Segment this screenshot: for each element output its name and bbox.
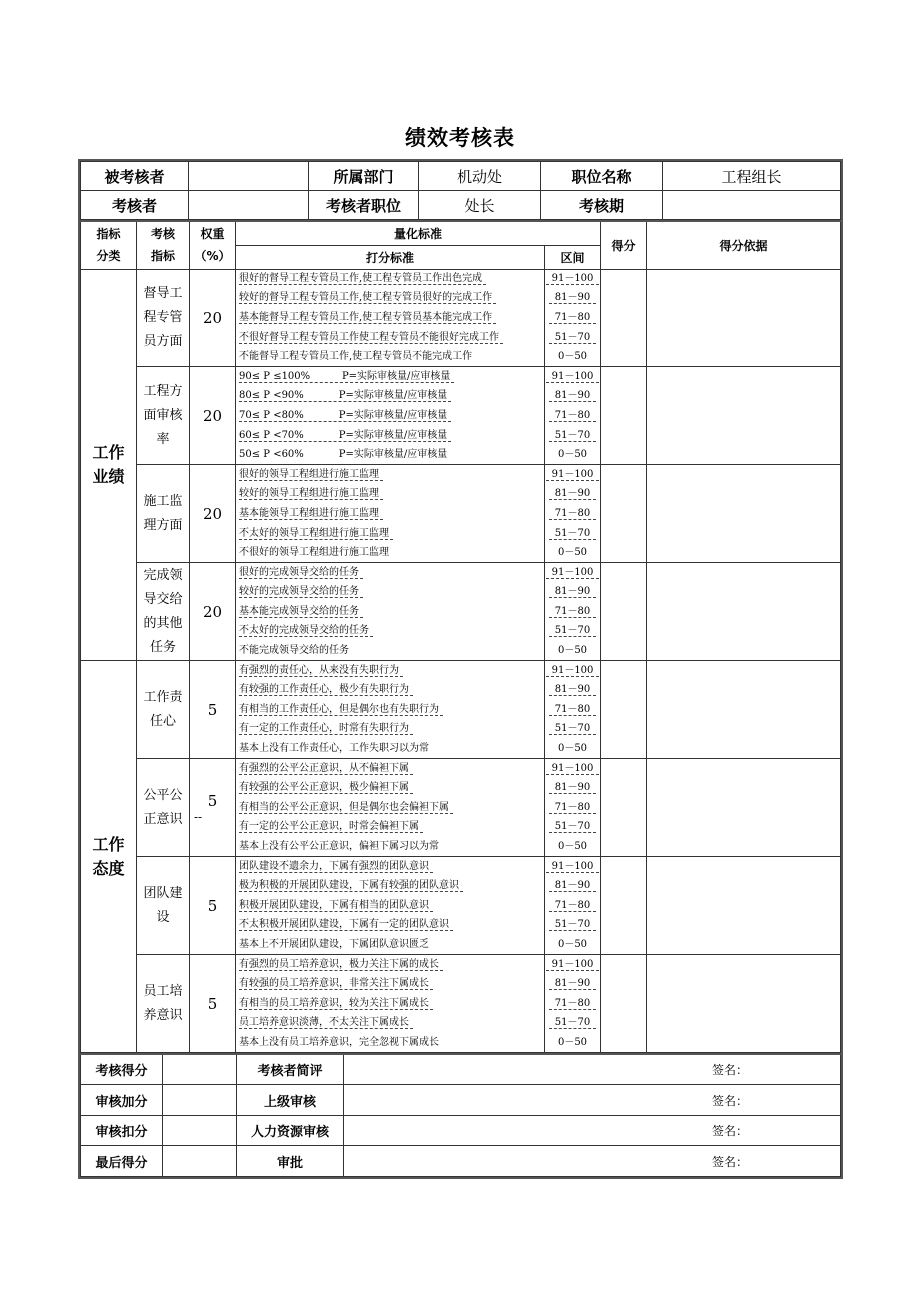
footer-body — [81, 1054, 841, 1176]
indicator-name: 工作责任心 — [137, 661, 190, 759]
signature-field[interactable]: 签名： — [344, 1085, 841, 1116]
score-range-text: 71－80 — [549, 900, 596, 912]
score-range-text: 81－90 — [549, 390, 596, 402]
score-range-text: 51－70 — [549, 919, 596, 931]
scoring-criterion-text: 基本上没有工作责任心，工作失职习以为常 — [239, 742, 429, 754]
score-range — [545, 367, 601, 387]
scoring-criterion-text: 有强烈的公平公正意识，从不偏袒下属 — [239, 763, 413, 775]
scoring-criterion-text: 60≤ P <70% P=实际审核量/应审核量 — [239, 430, 451, 442]
score-range-text: 71－80 — [549, 312, 596, 324]
scoring-criterion-text: 员工培养意识淡薄，不太关注下属成长 — [239, 1017, 413, 1029]
indicator-name: 施工监理方面 — [137, 465, 190, 563]
scoring-criterion-text: 有强烈的责任心，从来没有失职行为 — [239, 665, 403, 677]
score-range — [545, 896, 601, 916]
score-input[interactable] — [601, 563, 647, 661]
footer-left-label: 审核加分 — [81, 1085, 163, 1116]
indicator-weight — [190, 857, 236, 955]
footer-left-label: 最后得分 — [81, 1146, 163, 1177]
scoring-criterion-text: 不太好的完成领导交给的任务 — [239, 625, 373, 637]
weight-value: 20 — [202, 504, 223, 523]
score-input[interactable] — [601, 661, 647, 759]
scoring-criterion — [236, 700, 545, 720]
score-basis-input[interactable] — [647, 759, 841, 857]
score-range-text: 0－50 — [557, 1036, 588, 1048]
criteria-row — [81, 857, 841, 877]
scoring-criterion — [236, 367, 545, 387]
score-range-text: 0－50 — [557, 840, 588, 852]
weight-value: 20 — [202, 406, 223, 425]
scoring-criterion — [236, 818, 545, 838]
score-range — [545, 465, 601, 485]
scoring-criterion-text: 团队建设不遗余力，下属有强烈的团队意识 — [239, 861, 433, 873]
scoring-criterion-text: 有较强的员工培养意识，非常关注下属成长 — [239, 978, 433, 990]
category-label-line1: 工作 — [92, 442, 125, 462]
indicator-name: 完成领导交给的其他任务 — [137, 563, 190, 661]
scoring-criterion-text: 极为积极的开展团队建设，下属有较强的团队意识 — [239, 880, 463, 892]
scoring-criterion — [236, 759, 545, 779]
score-range-text: 91－100 — [546, 371, 600, 383]
score-range-text: 81－90 — [549, 488, 596, 500]
col-indicator — [137, 221, 190, 269]
footer-left-value[interactable] — [163, 1085, 237, 1116]
examiner-position-label: 考核者职位 — [309, 191, 419, 220]
scoring-criterion — [236, 994, 545, 1014]
score-basis-input[interactable] — [647, 367, 841, 465]
footer-left-value[interactable] — [163, 1054, 237, 1085]
score-range — [545, 837, 601, 857]
score-range — [545, 798, 601, 818]
indicator-name: 团队建设 — [137, 857, 190, 955]
scoring-criterion-text: 70≤ P <80% P=实际审核量/应审核量 — [239, 410, 451, 422]
score-range — [545, 387, 601, 407]
scoring-criterion — [236, 602, 545, 622]
scoring-criterion — [236, 406, 545, 426]
score-range-text: 91－100 — [546, 273, 600, 285]
scoring-criterion — [236, 387, 545, 407]
score-input[interactable] — [601, 367, 647, 465]
score-range-text: 81－90 — [549, 684, 596, 696]
criteria-row — [81, 563, 841, 583]
col-indicator-line2: 指标 — [150, 249, 175, 264]
col-basis: 得分依据 — [647, 221, 841, 269]
scoring-criterion-text: 不太积极开展团队建设，下属有一定的团队意识 — [239, 919, 453, 931]
scoring-criterion — [236, 1014, 545, 1034]
score-input[interactable] — [601, 955, 647, 1053]
weight-suffix: -- — [194, 809, 203, 824]
scoring-criterion — [236, 641, 545, 661]
scoring-criterion-text: 有一定的工作责任心，时常有失职行为 — [239, 723, 413, 735]
col-category-line2: 分类 — [96, 249, 121, 264]
scoring-criterion — [236, 543, 545, 563]
score-range — [545, 935, 601, 955]
scoring-criterion-text: 不能督导工程专管员工作,使工程专管员不能完成工作 — [239, 350, 473, 362]
score-range-text: 91－100 — [546, 861, 600, 873]
category-label-line2: 业绩 — [92, 466, 125, 486]
criteria-row — [81, 661, 841, 681]
score-range-text: 51－70 — [549, 723, 596, 735]
score-range — [545, 328, 601, 348]
col-range: 区间 — [545, 245, 601, 269]
score-range-text: 51－70 — [549, 528, 596, 540]
col-scoring: 打分标准 — [236, 245, 545, 269]
score-range — [545, 289, 601, 309]
indicator-weight — [190, 367, 236, 465]
footer-left-label: 考核得分 — [81, 1054, 163, 1085]
score-basis-input[interactable] — [647, 661, 841, 759]
department-value[interactable]: 机动处 — [419, 162, 541, 191]
indicator-weight — [190, 759, 236, 857]
scoring-criterion-text: 有相当的公平公正意识，但是偶尔也会偏袒下属 — [239, 802, 453, 814]
score-basis-input[interactable] — [647, 269, 841, 367]
score-range — [545, 739, 601, 759]
category-label-line2: 态度 — [92, 858, 125, 878]
scoring-criterion-text: 有一定的公平公正意识，时常会偏袒下属 — [239, 821, 423, 833]
footer-mid-label: 上级审核 — [237, 1085, 344, 1116]
score-range — [545, 426, 601, 446]
score-range-text: 91－100 — [546, 959, 600, 971]
score-range — [545, 269, 601, 289]
score-range — [545, 994, 601, 1014]
footer-mid-label: 考核者简评 — [237, 1054, 344, 1085]
evaluation-form — [78, 159, 843, 1179]
criteria-table — [80, 220, 841, 1053]
score-range — [545, 974, 601, 994]
scoring-criterion-text: 较好的督导工程专管员工作,使工程专管员很好的完成工作 — [239, 292, 496, 304]
score-range — [545, 485, 601, 505]
footer-row — [81, 1054, 841, 1085]
period-label: 考核期 — [541, 191, 663, 220]
scoring-criterion — [236, 583, 545, 603]
col-category-line1: 指标 — [96, 227, 121, 242]
scoring-criterion-text: 80≤ P <90% P=实际审核量/应审核量 — [239, 390, 451, 402]
scoring-criterion — [236, 876, 545, 896]
criteria-row — [81, 269, 841, 289]
score-range — [545, 504, 601, 524]
score-range — [545, 1033, 601, 1053]
score-range-text: 91－100 — [546, 469, 600, 481]
scoring-criterion — [236, 308, 545, 328]
scoring-criterion — [236, 720, 545, 740]
indicator-name: 员工培养意识 — [137, 955, 190, 1053]
scoring-criterion-text: 不太好的领导工程组进行施工监理 — [239, 528, 393, 540]
score-range-text: 51－70 — [549, 625, 596, 637]
score-range — [545, 308, 601, 328]
form-header — [80, 161, 841, 220]
scoring-criterion — [236, 504, 545, 524]
scoring-criterion — [236, 289, 545, 309]
criteria-row — [81, 955, 841, 975]
signature-field[interactable]: 签名： — [344, 1146, 841, 1177]
score-basis-input[interactable] — [647, 857, 841, 955]
examinee-value[interactable] — [189, 162, 309, 191]
score-range-text: 71－80 — [549, 802, 596, 814]
score-range-text: 51－70 — [549, 1017, 596, 1029]
score-range — [545, 347, 601, 367]
score-range — [545, 1014, 601, 1034]
examiner-value[interactable] — [189, 191, 309, 220]
scoring-criterion — [236, 328, 545, 348]
col-weight-line2: （%） — [194, 249, 231, 264]
score-range-text: 91－100 — [546, 567, 600, 579]
examiner-position-value[interactable]: 处长 — [419, 191, 541, 220]
scoring-criterion — [236, 680, 545, 700]
category-label-line1: 工作 — [92, 834, 125, 854]
col-weight — [190, 221, 236, 269]
scoring-criterion — [236, 896, 545, 916]
scoring-criterion-text: 90≤ P ≤100% P=实际审核量/应审核量 — [239, 371, 454, 383]
scoring-criterion-text: 较好的领导工程组进行施工监理 — [239, 488, 383, 500]
score-range-text: 91－100 — [546, 665, 600, 677]
score-range — [545, 524, 601, 544]
criteria-row — [81, 759, 841, 779]
col-category — [81, 221, 137, 269]
score-range — [545, 759, 601, 779]
score-range-text: 91－100 — [546, 763, 600, 775]
score-range-text: 0－50 — [557, 546, 588, 558]
scoring-criterion-text: 较好的完成领导交给的任务 — [239, 586, 363, 598]
weight-value: 20 — [202, 602, 223, 621]
score-range — [545, 543, 601, 563]
footer-row — [81, 1115, 841, 1146]
score-range — [545, 622, 601, 642]
scoring-criterion-text: 有强烈的员工培养意识，极力关注下属的成长 — [239, 959, 443, 971]
footer-left-value[interactable] — [163, 1115, 237, 1146]
score-range-text: 0－50 — [557, 448, 588, 460]
scoring-criterion-text: 有相当的工作责任心，但是偶尔也有失职行为 — [239, 704, 443, 716]
scoring-criterion — [236, 524, 545, 544]
scoring-criterion-text: 有较强的工作责任心，极少有失职行为 — [239, 684, 413, 696]
scoring-criterion-text: 不很好督导工程专管员工作使工程专管员不能很好完成工作 — [239, 332, 503, 344]
scoring-criterion-text: 基本能督导工程专管员工作,使工程专管员基本能完成工作 — [239, 312, 496, 324]
score-range — [545, 406, 601, 426]
scoring-criterion — [236, 916, 545, 936]
period-value[interactable] — [663, 191, 841, 220]
col-score: 得分 — [601, 221, 647, 269]
scoring-criterion — [236, 485, 545, 505]
scoring-criterion — [236, 563, 545, 583]
score-range — [545, 700, 601, 720]
score-input[interactable] — [601, 759, 647, 857]
score-input[interactable] — [601, 857, 647, 955]
footer-row — [81, 1085, 841, 1116]
category-cell — [81, 269, 137, 661]
indicator-weight — [190, 661, 236, 759]
form-footer — [80, 1053, 841, 1177]
category-cell — [81, 661, 137, 1053]
weight-value: 5 — [207, 896, 218, 915]
footer-mid-label: 审批 — [237, 1146, 344, 1177]
scoring-criterion — [236, 269, 545, 289]
scoring-criterion-text: 基本上不开展团队建设，下属团队意识匮乏 — [239, 938, 429, 950]
indicator-weight — [190, 465, 236, 563]
score-range-text: 71－80 — [549, 998, 596, 1010]
scoring-criterion — [236, 798, 545, 818]
examinee-label: 被考核者 — [81, 162, 189, 191]
weight-value: 5 — [207, 994, 218, 1013]
score-range — [545, 583, 601, 603]
department-label: 所属部门 — [309, 162, 419, 191]
scoring-criterion — [236, 857, 545, 877]
page-title: 绩效考核表 — [405, 125, 515, 150]
scoring-criterion — [236, 465, 545, 485]
score-range — [545, 916, 601, 936]
position-label: 职位名称 — [541, 162, 663, 191]
score-basis-input[interactable] — [647, 563, 841, 661]
score-input[interactable] — [601, 269, 647, 367]
scoring-criterion-text: 很好的完成领导交给的任务 — [239, 567, 363, 579]
criteria-row — [81, 465, 841, 485]
score-range — [545, 857, 601, 877]
scoring-criterion — [236, 739, 545, 759]
scoring-criterion — [236, 622, 545, 642]
scoring-criterion — [236, 837, 545, 857]
score-range-text: 51－70 — [549, 430, 596, 442]
footer-left-value[interactable] — [163, 1146, 237, 1177]
scoring-criterion-text: 有较强的公平公正意识，极少偏袒下属 — [239, 782, 413, 794]
score-range-text: 81－90 — [549, 782, 596, 794]
score-range — [545, 778, 601, 798]
scoring-criterion-text: 很好的督导工程专管员工作,使工程专管员工作出色完成 — [239, 273, 486, 285]
scoring-criterion-text: 50≤ P <60% P=实际审核量/应审核量 — [239, 448, 448, 460]
scoring-criterion — [236, 1033, 545, 1053]
score-range — [545, 445, 601, 465]
indicator-name: 督导工程专管员方面 — [137, 269, 190, 367]
signature-field[interactable]: 签名： — [344, 1115, 841, 1146]
weight-value: 20 — [202, 308, 223, 327]
score-range-text: 71－80 — [549, 508, 596, 520]
score-range-text: 51－70 — [549, 821, 596, 833]
score-range — [545, 680, 601, 700]
score-range-text: 81－90 — [549, 586, 596, 598]
col-weight-line1: 权重 — [200, 227, 225, 242]
score-range-text: 81－90 — [549, 978, 596, 990]
score-range — [545, 818, 601, 838]
score-range-text: 81－90 — [549, 292, 596, 304]
scoring-criterion — [236, 935, 545, 955]
scoring-criterion — [236, 955, 545, 975]
scoring-criterion-text: 不能完成领导交给的任务 — [239, 644, 349, 656]
indicator-name: 工程方面审核率 — [137, 367, 190, 465]
scoring-criterion-text: 积极开展团队建设，下属有相当的团队意识 — [239, 900, 433, 912]
score-range-text: 0－50 — [557, 938, 588, 950]
score-range-text: 71－80 — [549, 704, 596, 716]
score-range-text: 51－70 — [549, 332, 596, 344]
score-range — [545, 955, 601, 975]
score-range — [545, 602, 601, 622]
score-range — [545, 641, 601, 661]
footer-row — [81, 1146, 841, 1177]
signature-field[interactable]: 签名： — [344, 1054, 841, 1085]
scoring-criterion-text: 不很好的领导工程组进行施工监理 — [239, 546, 389, 558]
score-range-text: 71－80 — [549, 606, 596, 618]
indicator-weight — [190, 955, 236, 1053]
score-basis-input[interactable] — [647, 955, 841, 1053]
score-range — [545, 720, 601, 740]
col-quant: 量化标准 — [236, 221, 601, 245]
scoring-criterion-text: 基本上没有公平公正意识，偏袒下属习以为常 — [239, 840, 439, 852]
scoring-criterion-text: 基本上没有员工培养意识，完全忽视下属成长 — [239, 1036, 439, 1048]
scoring-criterion — [236, 445, 545, 465]
scoring-criterion-text: 基本能领导工程组进行施工监理 — [239, 508, 383, 520]
col-indicator-line1: 考核 — [150, 227, 175, 242]
indicator-weight — [190, 563, 236, 661]
scoring-criterion-text: 基本能完成领导交给的任务 — [239, 606, 363, 618]
score-basis-input[interactable] — [647, 465, 841, 563]
score-range-text: 71－80 — [549, 410, 596, 422]
score-range-text: 0－50 — [557, 350, 588, 362]
weight-value: 5 — [207, 700, 218, 719]
indicator-name: 公平公正意识 — [137, 759, 190, 857]
score-range — [545, 563, 601, 583]
scoring-criterion — [236, 426, 545, 446]
scoring-criterion — [236, 661, 545, 681]
footer-left-label: 审核扣分 — [81, 1115, 163, 1146]
weight-value: 5 — [207, 791, 218, 810]
score-range-text: 0－50 — [557, 644, 588, 656]
scoring-criterion — [236, 974, 545, 994]
score-range-text: 0－50 — [557, 742, 588, 754]
score-range — [545, 661, 601, 681]
scoring-criterion — [236, 778, 545, 798]
scoring-criterion — [236, 347, 545, 367]
criteria-row — [81, 367, 841, 387]
score-range — [545, 876, 601, 896]
scoring-criterion-text: 有相当的员工培养意识，较为关注下属成长 — [239, 998, 433, 1010]
score-input[interactable] — [601, 465, 647, 563]
position-value[interactable]: 工程组长 — [663, 162, 841, 191]
examiner-label: 考核者 — [81, 191, 189, 220]
criteria-body — [81, 269, 841, 1053]
scoring-criterion-text: 很好的领导工程组进行施工监理 — [239, 469, 383, 481]
score-range-text: 81－90 — [549, 880, 596, 892]
footer-mid-label: 人力资源审核 — [237, 1115, 344, 1146]
indicator-weight — [190, 269, 236, 367]
